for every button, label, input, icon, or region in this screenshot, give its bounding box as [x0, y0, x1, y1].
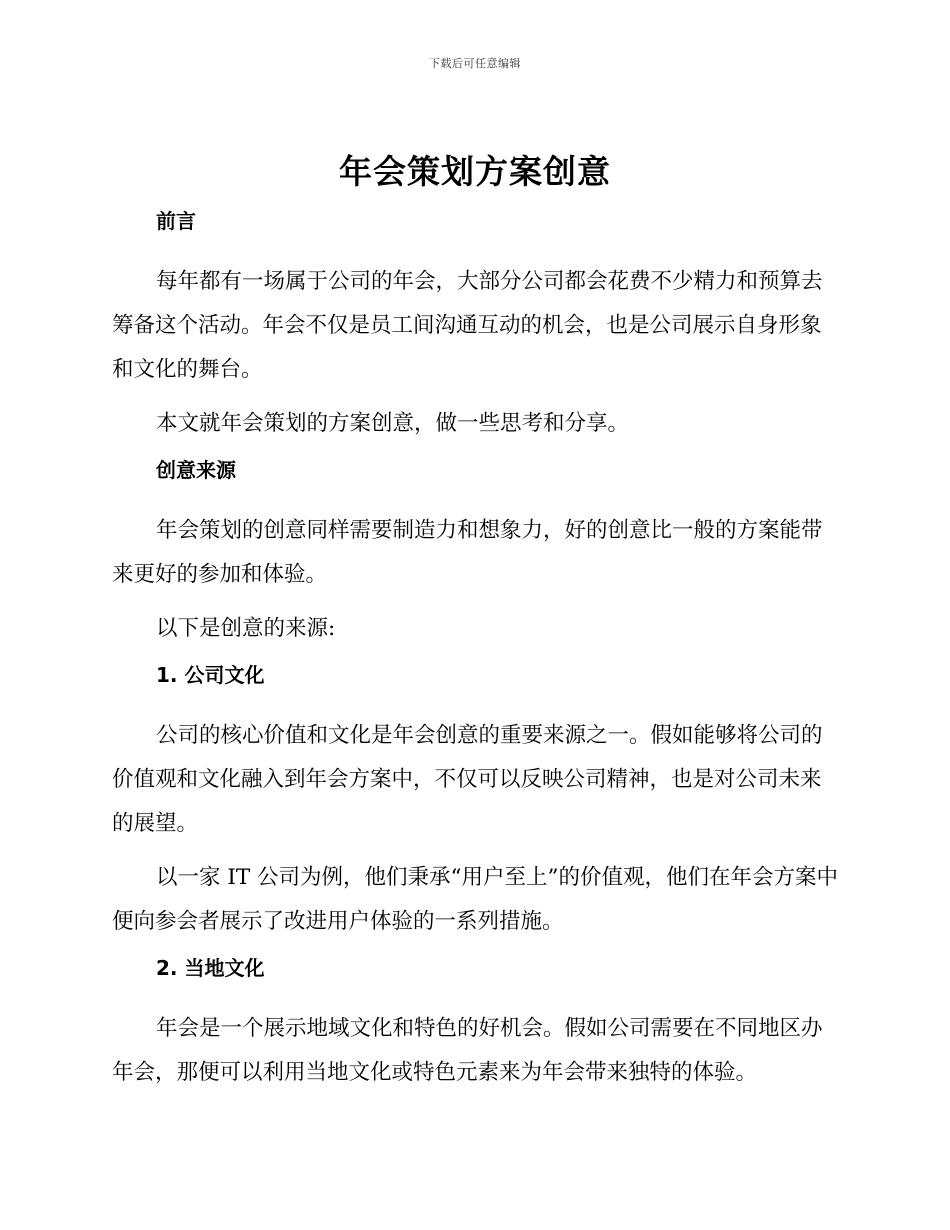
document-body — [112, 207, 840, 1105]
heading-company-culture: 1. 公司文化 — [156, 663, 265, 687]
paragraph-preface-2: 本文就年会策划的方案创意，做一些思考和分享。 — [156, 411, 630, 436]
paragraph-source-2: 以下是创意的来源: — [156, 616, 336, 641]
header-note: 下载后可任意编辑 — [429, 57, 521, 70]
heading-local-culture: 2. 当地文化 — [156, 956, 265, 980]
heading-preface: 前言 — [156, 209, 196, 233]
paragraph-local-culture-1: 年会是一个展示地域文化和特色的好机会。假如公司需要在不同地区办年会，那便可以利用当地文化或特色元素来为年会带来独特的体验。 — [112, 1016, 823, 1085]
paragraph-source-1: 年会策划的创意同样需要制造力和想象力，好的创意比一般的方案能带来更好的参加和体验。 — [112, 518, 823, 587]
paragraph-company-culture-1: 公司的核心价值和文化是年会创意的重要来源之一。假如能够将公司的价值观和文化融入到年会方案中，不仅可以反映公司精神，也是对公司未来的展望。 — [112, 723, 823, 836]
paragraph-company-culture-2: 以一家 IT 公司为例，他们秉承“用户至上”的价值观，他们在年会方案中便向参会者展示了改进用户体验的一系列措施。 — [112, 865, 838, 934]
heading-creative-source: 创意来源 — [156, 458, 236, 482]
paragraph-preface-1: 每年都有一场属于公司的年会，大部分公司都会花费不少精力和预算去筹备这个活动。年会不仅是员工间沟通互动的机会，也是公司展示自身形象和文化的舞台。 — [112, 269, 823, 382]
document-title: 年会策划方案创意 — [339, 152, 611, 191]
